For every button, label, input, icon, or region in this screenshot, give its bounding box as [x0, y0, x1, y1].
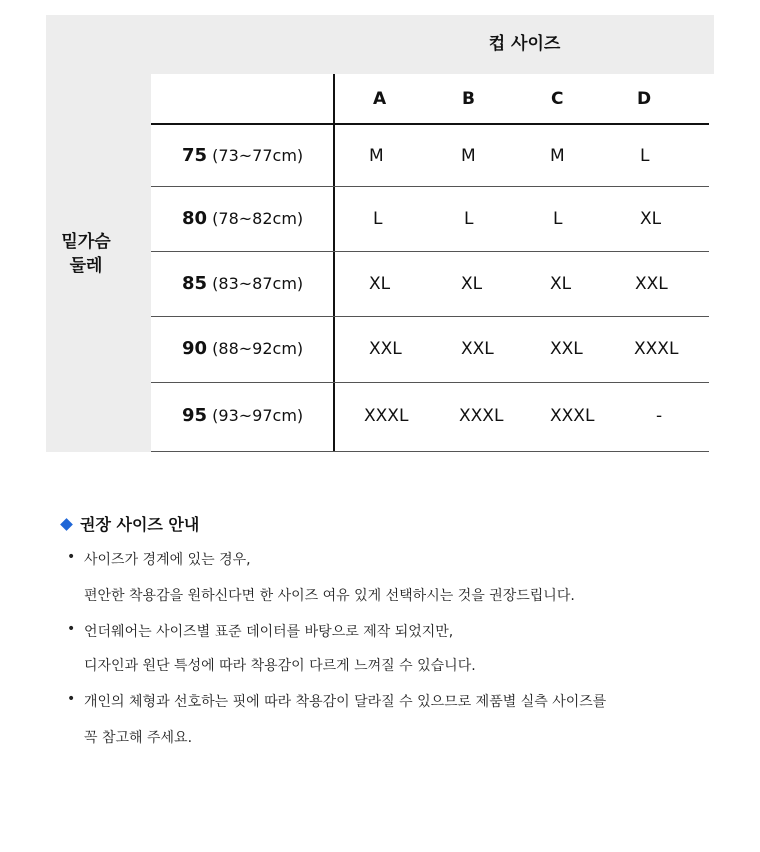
band-number: 85	[182, 273, 208, 294]
size-cell: XL	[640, 209, 662, 229]
size-cell: M	[369, 146, 384, 166]
diamond-icon	[60, 518, 73, 531]
band-number: 95	[182, 405, 208, 426]
guide-text-line: 언더웨어는 사이즈별 표준 데이터를 바탕으로 제작 되었지만,	[84, 624, 454, 640]
row-divider	[151, 382, 709, 383]
guide-text-line: 편안한 착용감을 원하신다면 한 사이즈 여유 있게 선택하시는 것을 권장드립니다.	[84, 588, 575, 604]
guide-text-line: 디자인과 원단 특성에 따라 착용감이 다르게 느껴질 수 있습니다.	[84, 658, 476, 674]
cup-b-header: B	[462, 89, 475, 109]
band-number: 90	[182, 338, 208, 359]
size-cell: XXL	[461, 339, 494, 359]
underbust-label-line2: 둘레	[69, 256, 103, 276]
bullet-icon: •	[67, 621, 76, 637]
size-cell: XL	[550, 274, 572, 294]
band-number: 80	[182, 208, 208, 229]
table-bottom-border	[151, 451, 709, 452]
band-range: (93~97cm)	[212, 406, 304, 425]
size-cell: -	[656, 406, 663, 426]
band-cell-90	[151, 317, 333, 381]
size-cell: L	[464, 209, 474, 229]
band-range: (83~87cm)	[212, 274, 304, 293]
size-cell: XXL	[635, 274, 668, 294]
size-cell: M	[550, 146, 565, 166]
size-cell: M	[461, 146, 476, 166]
size-cell: XXXL	[634, 339, 679, 359]
guide-text-line: 사이즈가 경계에 있는 경우,	[84, 552, 251, 568]
size-cell: XXL	[550, 339, 583, 359]
size-cell: XXXL	[364, 406, 409, 426]
size-cell: XXL	[369, 339, 402, 359]
recommended-size-guide-title	[62, 512, 199, 535]
band-column-divider	[333, 74, 335, 452]
band-cell-95	[151, 384, 333, 448]
size-cell: L	[553, 209, 563, 229]
guide-title-text: 권장 사이즈 안내	[80, 515, 200, 534]
cup-d-header: D	[637, 89, 652, 109]
band-range: (73~77cm)	[212, 146, 304, 165]
bullet-icon: •	[67, 549, 76, 565]
underbust-label-line1: 밑가슴	[61, 232, 111, 252]
band-cell-85	[151, 252, 333, 316]
size-cell: XL	[461, 274, 483, 294]
cup-c-header: C	[551, 89, 564, 109]
size-cell: XXXL	[550, 406, 595, 426]
underbust-label	[46, 230, 126, 278]
cup-size-title: 컵 사이즈	[488, 34, 561, 54]
size-cell: L	[373, 209, 383, 229]
guide-text-line: 개인의 체형과 선호하는 핏에 따라 착용감이 달라질 수 있으므로 제품별 실측 사이즈를	[84, 694, 607, 710]
size-cell: L	[640, 146, 650, 166]
band-cell-75	[151, 124, 333, 188]
size-cell: XL	[369, 274, 391, 294]
band-cell-80	[151, 187, 333, 251]
guide-text-line: 꼭 참고해 주세요.	[84, 730, 193, 746]
band-number: 75	[182, 145, 208, 166]
size-cell: XXXL	[459, 406, 504, 426]
bullet-icon: •	[67, 691, 76, 707]
cup-a-header: A	[373, 89, 387, 109]
band-range: (88~92cm)	[212, 339, 304, 358]
band-range: (78~82cm)	[212, 209, 304, 228]
